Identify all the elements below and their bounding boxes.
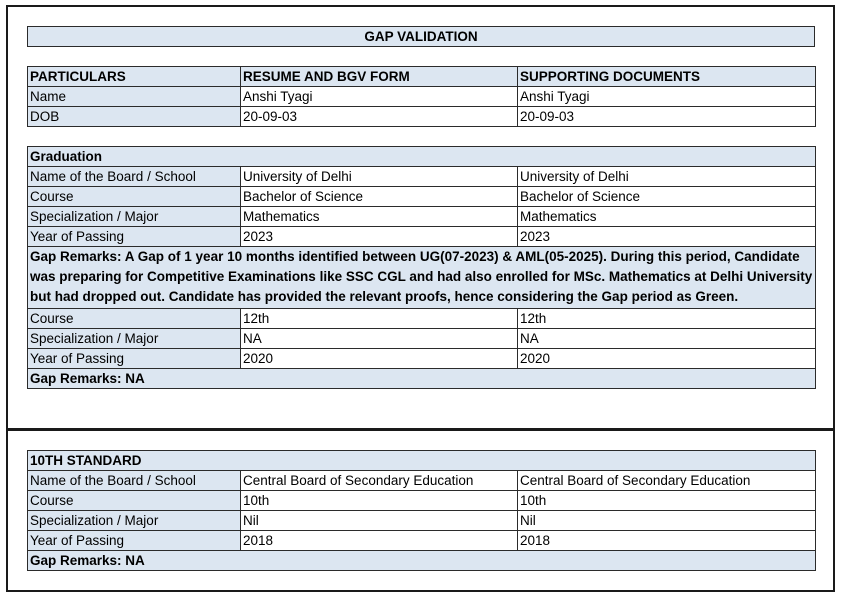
tenth-table: [27, 450, 816, 571]
row-label: Name of the Board / School: [28, 471, 241, 491]
remarks-row: [28, 369, 816, 389]
table-row: [28, 511, 816, 531]
identity-table: [27, 66, 816, 127]
resume-value: 12th: [241, 309, 518, 329]
row-label: Specialization / Major: [28, 207, 241, 227]
header-particulars: PARTICULARS: [28, 67, 241, 87]
table-row: [28, 227, 816, 247]
supporting-value: Central Board of Secondary Education: [518, 471, 816, 491]
row-label: Course: [28, 187, 241, 207]
table-row: [28, 207, 816, 227]
supporting-value: 2020: [518, 349, 816, 369]
row-label: Year of Passing: [28, 349, 241, 369]
supporting-value: Bachelor of Science: [518, 187, 816, 207]
row-label: Specialization / Major: [28, 511, 241, 531]
resume-value: Anshi Tyagi: [241, 87, 518, 107]
resume-value: Nil: [241, 511, 518, 531]
page-title: GAP VALIDATION: [28, 27, 815, 47]
title-table: [27, 26, 815, 47]
resume-value: 20-09-03: [241, 107, 518, 127]
remarks-row: [28, 247, 816, 309]
supporting-value: 2023: [518, 227, 816, 247]
table-row: [28, 531, 816, 551]
graduation-gap-remarks: Gap Remarks: A Gap of 1 year 10 months identified between UG(07-2023) & AML(05-2025). During this period, Candidate was preparing for Competitive Examinations like SSC CGL and had also enrolled for MSc. Mathematics at Delhi University but had dropped out. Candidate has provided the relevant proofs, hence considering the Gap period as Green.: [28, 247, 816, 309]
row-label: Course: [28, 491, 241, 511]
table-row: [28, 471, 816, 491]
row-label: Year of Passing: [28, 531, 241, 551]
graduation-heading: Graduation: [28, 147, 816, 167]
resume-value: 10th: [241, 491, 518, 511]
resume-value: 2023: [241, 227, 518, 247]
table-row: [28, 349, 816, 369]
tenth-gap-remarks: Gap Remarks: NA: [28, 551, 816, 571]
table-row: [28, 491, 816, 511]
supporting-value: University of Delhi: [518, 167, 816, 187]
supporting-value: 10th: [518, 491, 816, 511]
resume-value: 2018: [241, 531, 518, 551]
header-supporting: SUPPORTING DOCUMENTS: [518, 67, 816, 87]
resume-value: 2020: [241, 349, 518, 369]
supporting-value: 12th: [518, 309, 816, 329]
table-row: [28, 187, 816, 207]
supporting-value: NA: [518, 329, 816, 349]
supporting-value: 20-09-03: [518, 107, 816, 127]
resume-value: NA: [241, 329, 518, 349]
education-table: [27, 146, 816, 389]
resume-value: Central Board of Secondary Education: [241, 471, 518, 491]
header-resume: RESUME AND BGV FORM: [241, 67, 518, 87]
supporting-value: Mathematics: [518, 207, 816, 227]
resume-value: Mathematics: [241, 207, 518, 227]
row-label: Course: [28, 309, 241, 329]
table-row: [28, 329, 816, 349]
row-label: Specialization / Major: [28, 329, 241, 349]
section-heading-row: [28, 147, 816, 167]
table-row: [28, 309, 816, 329]
row-label: DOB: [28, 107, 241, 127]
section-heading-row: [28, 451, 816, 471]
resume-value: Bachelor of Science: [241, 187, 518, 207]
row-label: Name of the Board / School: [28, 167, 241, 187]
row-label: Name: [28, 87, 241, 107]
remarks-row: [28, 551, 816, 571]
twelfth-gap-remarks: Gap Remarks: NA: [28, 369, 816, 389]
row-label: Year of Passing: [28, 227, 241, 247]
resume-value: University of Delhi: [241, 167, 518, 187]
tenth-heading: 10TH STANDARD: [28, 451, 816, 471]
header-row: [28, 67, 816, 87]
table-row: [28, 107, 816, 127]
table-row: [28, 167, 816, 187]
table-row: [28, 87, 816, 107]
supporting-value: 2018: [518, 531, 816, 551]
supporting-value: Nil: [518, 511, 816, 531]
supporting-value: Anshi Tyagi: [518, 87, 816, 107]
